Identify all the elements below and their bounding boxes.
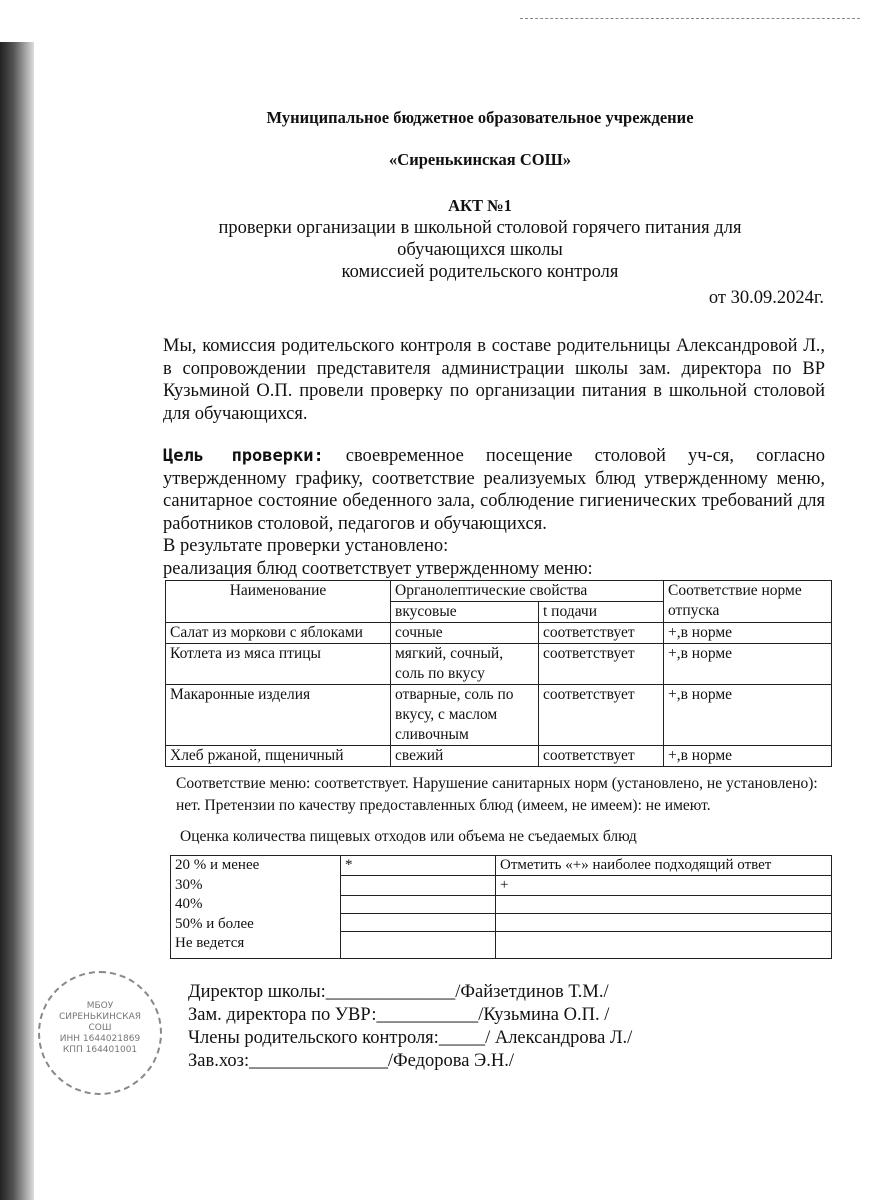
sig-name: /Кузьмина О.П. / (478, 1005, 610, 1025)
org-name: Муниципальное бюджетное образовательное учреждение (266, 108, 694, 127)
subtitle-1: проверки организации в школьной столовой горячего питания для (218, 218, 742, 238)
table-row (166, 644, 832, 685)
subtitle-3: комиссией родительского контроля (341, 262, 619, 282)
dish-norm: +,в норме (664, 644, 832, 685)
dish-temp: соответствует (539, 644, 664, 685)
stamp-text: ИНН 1644021869 (59, 1034, 141, 1044)
dish-norm: +,в норме (664, 746, 832, 767)
signature-block (58, 981, 833, 1073)
subtitle-2: обучающихся школы (397, 240, 563, 260)
header-name: Наименование (166, 581, 391, 623)
option-label: 40% (175, 896, 203, 912)
dish-norm: +,в норме (664, 623, 832, 644)
empty-cell (341, 914, 496, 932)
intro-paragraph: Мы, комиссия родительского контроля в составе родительницы Александровой Л., в сопровождении представителя администрации школы зам. директора по ВР Кузьминой О.П. провели проверку по организации питания в школьной столовой для обучающихся. (163, 336, 825, 424)
empty-cell (341, 932, 496, 959)
waste-table (170, 855, 832, 959)
header-norm: Соответствие норме отпуска (664, 581, 832, 623)
signature-deputy (188, 1004, 833, 1027)
result-line: В результате проверки установлено: (163, 536, 449, 556)
dish-taste: свежий (391, 746, 539, 767)
stamp-text: СИРЕНЬКИНСКАЯ (58, 1012, 142, 1022)
sig-name: /Файзетдинов Т.М./ (455, 982, 609, 1002)
sig-line: _____ (438, 1028, 486, 1048)
school-stamp (38, 971, 162, 1095)
dish-temp: соответствует (539, 685, 664, 746)
school-name: «Сиренькинская СОШ» (389, 150, 571, 169)
dish-name: Макаронные изделия (166, 685, 391, 746)
signature-manager (188, 1050, 833, 1073)
conclusion-text: Соответствие меню: соответствует. Нарушение санитарных норм (установлено, не установлено): нет. Претензии по качеству предоставленных блюд (имеем, не имеем): не имеют. (176, 775, 818, 814)
stamp-text: КПП 164401001 (62, 1045, 138, 1055)
sig-name: /Федорова Э.Н./ (387, 1051, 515, 1071)
sig-name: / Александрова Л./ (485, 1028, 633, 1048)
signature-director (188, 981, 833, 1004)
col3-header: Отметить «+» наиболее подходящий ответ (496, 856, 832, 876)
header-organoleptic: Органолептические свойства (391, 581, 664, 602)
act-title: АКТ №1 (448, 196, 512, 215)
header-taste: вкусовые (391, 602, 539, 623)
dish-temp: соответствует (539, 746, 664, 767)
empty-cell (341, 876, 496, 896)
act-date: от 30.09.2024г. (708, 288, 824, 308)
col2-header: * (341, 856, 496, 876)
document-body (58, 335, 833, 1073)
dish-name: Котлета из мяса птицы (166, 644, 391, 685)
table-row (166, 685, 832, 746)
waste-options (171, 856, 341, 959)
empty-cell (496, 932, 832, 959)
option-label: 30% (175, 876, 203, 893)
option-label: 20 % и менее (175, 857, 260, 873)
dish-temp: соответствует (539, 623, 664, 644)
dish-norm: +,в норме (664, 685, 832, 746)
sig-role: Зав.хоз: (188, 1051, 250, 1071)
menu-line: реализация блюд соответствует утвержденному меню: (163, 558, 593, 579)
table-row (166, 623, 832, 644)
dish-taste: сочные (391, 623, 539, 644)
table-row (166, 746, 832, 767)
dish-taste: мягкий, сочный, соль по вкусу (391, 644, 539, 685)
header-temp: t подачи (539, 602, 664, 623)
scan-dashline (520, 18, 860, 19)
scan-edge (0, 42, 34, 1200)
mark-cell: + (496, 876, 832, 896)
waste-title: Оценка количества пищевых отходов или объема не съедаемых блюд (180, 828, 637, 845)
signature-parents (188, 1027, 833, 1050)
goal-paragraph (163, 445, 825, 535)
goal-label: Цель проверки: (163, 446, 324, 466)
empty-cell (496, 914, 832, 932)
sig-line: ___________ (376, 1005, 479, 1025)
dish-name: Хлеб ржаной, пщеничный (166, 746, 391, 767)
goal-text: своевременное посещение столовой уч-ся, согласно утвержденному графику, соответствие реализуемых блюд утвержденному меню, санитарное состояние обеденного зала, соблюдение гигиенических требований для работников столовой, педагогов и обучающихся. (163, 446, 825, 534)
sig-line: ______________ (325, 982, 456, 1002)
empty-cell (341, 896, 496, 914)
sig-line: _______________ (249, 1051, 388, 1071)
sig-role: Директор школы: (188, 982, 326, 1002)
dish-taste: отварные, соль по вкусу, с маслом сливочным (391, 685, 539, 746)
menu-table (165, 580, 832, 767)
option-label: Не ведется (175, 935, 245, 951)
empty-cell (496, 896, 832, 914)
dish-name: Салат из моркови с яблоками (166, 623, 391, 644)
option-label: 50% и более (175, 915, 254, 932)
stamp-text: МБОУ (86, 1001, 114, 1011)
sig-role: Зам. директора по УВР: (188, 1005, 377, 1025)
stamp-text: СОШ (88, 1023, 112, 1033)
sig-role: Члены родительского контроля: (188, 1028, 439, 1048)
